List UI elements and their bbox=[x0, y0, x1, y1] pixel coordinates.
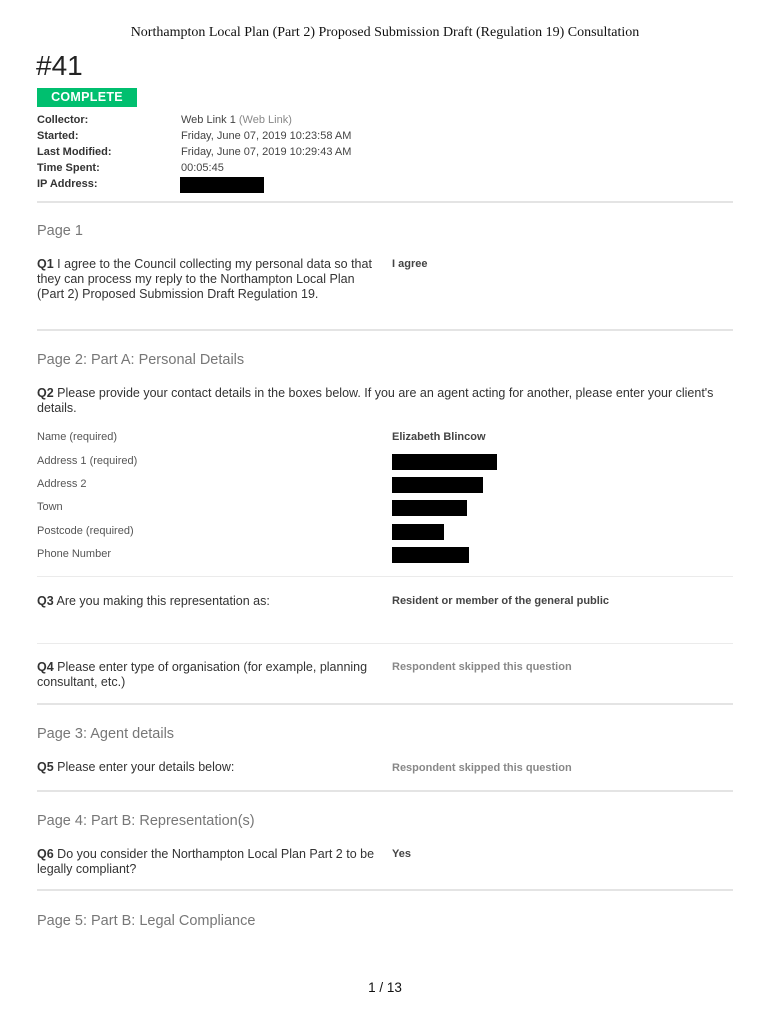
page-2-heading: Page 2: Part A: Personal Details bbox=[37, 352, 245, 368]
q5-question bbox=[37, 760, 377, 775]
name-field-value: Elizabeth Blincow bbox=[392, 431, 486, 443]
collector-type: (Web Link) bbox=[238, 114, 292, 126]
address1-field-label: Address 1 (required) bbox=[37, 455, 138, 467]
status-badge: COMPLETE bbox=[37, 88, 137, 107]
q6-answer: Yes bbox=[392, 848, 411, 860]
ip-address-label: IP Address: bbox=[37, 178, 98, 190]
section-divider bbox=[37, 703, 733, 705]
page-4-heading: Page 4: Part B: Representation(s) bbox=[37, 813, 255, 829]
q4-number: Q4 bbox=[37, 660, 54, 674]
question-divider bbox=[37, 643, 733, 644]
collector-value bbox=[181, 114, 292, 126]
collector-label: Collector: bbox=[37, 114, 89, 126]
collector-name: Web Link 1 bbox=[181, 114, 236, 126]
q3-answer: Resident or member of the general public bbox=[392, 595, 609, 607]
address2-field-label: Address 2 bbox=[37, 478, 87, 490]
q1-answer: I agree bbox=[392, 258, 428, 270]
q6-question bbox=[37, 847, 382, 877]
q1-number: Q1 bbox=[37, 257, 54, 271]
page-indicator: 1 / 13 bbox=[368, 980, 402, 995]
q3-number: Q3 bbox=[37, 594, 54, 608]
q3-question bbox=[37, 594, 377, 609]
address1-redaction bbox=[392, 454, 497, 470]
q2-text: Please provide your contact details in the boxes below. If you are an agent acting for another, please enter your client's details. bbox=[37, 386, 714, 415]
q1-question bbox=[37, 257, 377, 302]
town-field-label: Town bbox=[37, 501, 63, 513]
page-5-heading: Page 5: Part B: Legal Compliance bbox=[37, 913, 256, 929]
q5-number: Q5 bbox=[37, 760, 54, 774]
postcode-redaction bbox=[392, 524, 444, 540]
q1-text: I agree to the Council collecting my personal data so that they can process my reply to the Northampton Local Plan (Part 2) Proposed Submission Draft Regulation 19. bbox=[37, 257, 372, 301]
phone-field-label: Phone Number bbox=[37, 548, 111, 560]
postcode-field-label: Postcode (required) bbox=[37, 525, 134, 537]
q3-text: Are you making this representation as: bbox=[56, 594, 270, 608]
ip-address-redaction bbox=[180, 177, 264, 193]
started-value: Friday, June 07, 2019 10:23:58 AM bbox=[181, 130, 352, 142]
started-label: Started: bbox=[37, 130, 79, 142]
page-3-heading: Page 3: Agent details bbox=[37, 726, 175, 742]
q4-answer: Respondent skipped this question bbox=[392, 661, 572, 673]
response-id: #41 bbox=[36, 50, 83, 81]
question-divider bbox=[37, 576, 733, 577]
q4-question bbox=[37, 660, 377, 690]
time-spent-value: 00:05:45 bbox=[181, 162, 224, 174]
section-divider bbox=[37, 201, 733, 203]
section-divider bbox=[37, 329, 733, 331]
q5-answer: Respondent skipped this question bbox=[392, 762, 572, 774]
q5-text: Please enter your details below: bbox=[57, 760, 235, 774]
q2-question bbox=[37, 386, 733, 416]
time-spent-label: Time Spent: bbox=[37, 162, 100, 174]
town-redaction bbox=[392, 500, 467, 516]
address2-redaction bbox=[392, 477, 483, 493]
last-modified-value: Friday, June 07, 2019 10:29:43 AM bbox=[181, 146, 352, 158]
q4-text: Please enter type of organisation (for example, planning consultant, etc.) bbox=[37, 660, 368, 689]
section-divider bbox=[37, 790, 733, 792]
q6-text: Do you consider the Northampton Local Plan Part 2 to be legally compliant? bbox=[37, 847, 375, 876]
section-divider bbox=[37, 889, 733, 891]
document-title: Northampton Local Plan (Part 2) Proposed Submission Draft (Regulation 19) Consultation bbox=[130, 25, 640, 40]
phone-redaction bbox=[392, 547, 469, 563]
name-field-label: Name (required) bbox=[37, 431, 118, 443]
q6-number: Q6 bbox=[37, 847, 54, 861]
last-modified-label: Last Modified: bbox=[37, 146, 112, 158]
page-1-heading: Page 1 bbox=[37, 223, 83, 239]
q2-number: Q2 bbox=[37, 386, 54, 400]
